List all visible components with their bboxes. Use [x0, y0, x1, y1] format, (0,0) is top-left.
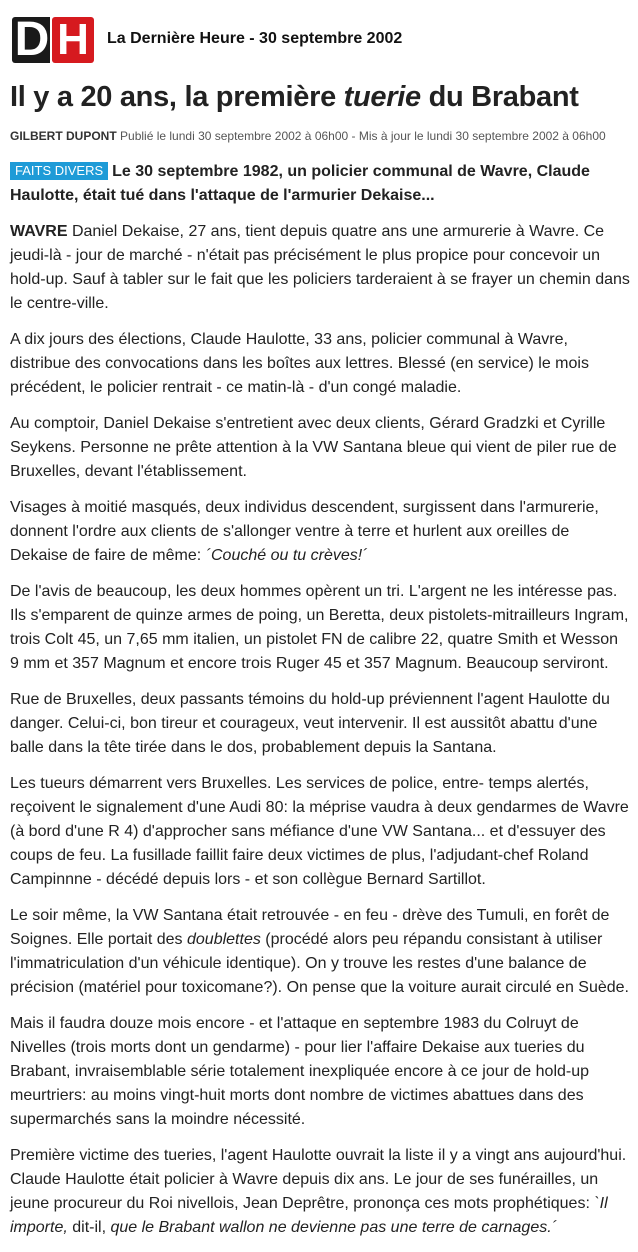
paragraph-10 [10, 1144, 630, 1240]
masthead [10, 15, 94, 65]
paragraph-6: Rue de Bruxelles, deux passants témoins du hold-up préviennent l'agent Haulotte du danger. Celui-ci, bon tireur et courageux, veut intervenir. Il est aussitôt abattu d'une balle dans la tête tirée dans le dos, probablement depuis la Santana. [10, 691, 610, 756]
headline-emphasis: tuerie [343, 81, 421, 113]
dh-logo[interactable] [10, 13, 94, 66]
paragraph-5: De l'avis de beaucoup, les deux hommes opèrent un tri. L'argent ne les intéresse pas. Ils s'emparent de quinze armes de poing, un Beretta, deux pistolets-mitrailleurs Ingram, trois Colt 45, un 7,65 mm italien, un pistolet FN de calibre 22, quatre Smith et Wesson 9 mm et 357 Magnum et encore trois Ruger 45 et 357 Magnum. Beaucoup serviront. [10, 583, 629, 672]
paragraph-3: Au comptoir, Daniel Dekaise s'entretient avec deux clients, Gérard Gradzki et Cyrille Seykens. Personne ne prête attention à la VW Santana bleue qui vient de piler rue de Bruxelles, devant l'établissement. [10, 415, 617, 480]
paragraph-10-quote-1: `Il importe, [10, 1195, 608, 1236]
author-name[interactable]: GILBERT DUPONT [10, 129, 117, 143]
article-body [10, 160, 630, 1252]
paragraph-4 [10, 496, 630, 568]
logo-letter-d: D [12, 17, 50, 63]
headline-part-1: Il y a 20 ans, la première [10, 81, 344, 113]
paragraph-1 [10, 220, 630, 316]
lead-text: Le 30 septembre 1982, un policier communal de Wavre, Claude Haulotte, était tué dans l'attaque de l'armurier Dekaise... [10, 163, 590, 204]
paragraph-4-quote: ´Couché ou tu crèves!´ [205, 547, 368, 564]
article-headline [10, 79, 630, 115]
paragraph-4-text: Visages à moitié masqués, deux individus descendent, surgissent dans l'armurerie, donnent l'ordre aux clients de s'allonger ventre à terre et hurlent aux oreilles de Dekaise de faire de même: [10, 499, 599, 564]
paragraph-1-text: Daniel Dekaise, 27 ans, tient depuis quatre ans une armurerie à Wavre. Ce jeudi-là - jour de marché - n'était pas précisément le plus propice pour concevoir un hold-up. Sauf à tabler sur le fait que les policiers tarderaient à se frayer un chemin dans le centre-ville. [10, 223, 630, 312]
paragraph-2: A dix jours des élections, Claude Haulotte, 33 ans, policier communal à Wavre, distribue des convocations dans les boîtes aux lettres. Blessé (en service) le mois précédent, le policier rentrait - ce matin-là - d'un congé maladie. [10, 331, 589, 396]
paragraph-10-text: Première victime des tueries, l'agent Haulotte ouvrait la liste il y a vingt ans aujourd'hui. Claude Haulotte était policier à Wavre depuis dix ans. Le jour de ses funérailles, un jeune procureur du Roi nivellois, Jean Deprêtre, prononça ces mots prophétiques: [10, 1147, 627, 1212]
headline-part-2: du Brabant [420, 81, 579, 113]
paragraph-7: Les tueurs démarrent vers Bruxelles. Les services de police, entre- temps alertés, reçoivent le signalement d'une Audi 80: la méprise vaudra à deux gendarmes de Wavre (à bord d'une R 4) d'approcher sans méfiance d'une VW Santana... et d'essuyer des coups de feu. La fusillade faillit faire deux victimes de plus, l'adjudant-chef Roland Campinnne - décédé depuis lors - et son collègue Bernard Sartillot. [10, 775, 629, 888]
paragraph-8-emphasis: doublettes [187, 931, 261, 948]
publish-dates: Publié le lundi 30 septembre 2002 à 06h00 - Mis à jour le lundi 30 septembre 2002 à 06h00 [120, 129, 606, 143]
paragraph-8-text-b: (procédé alors peu répandu consistant à utiliser l'immatriculation d'un véhicule identique). On y trouve les restes d'une balance de précision (matériel pour toxicomane?). On pense que la voiture aurait circulé en Suède. [10, 931, 629, 996]
paragraph-10-mid: dit-il, [67, 1219, 111, 1236]
logo-letter-h: H [52, 17, 94, 63]
paragraph-8-text-a: Le soir même, la VW Santana était retrouvée - en feu - drève des Tumuli, en forêt de Soignes. Elle portait des [10, 907, 610, 948]
paragraph-8 [10, 904, 630, 1000]
dateline-city: WAVRE [10, 223, 68, 240]
category-tag[interactable]: FAITS DIVERS [10, 162, 108, 180]
paragraph-10-quote-2: que le Brabant wallon ne devienne pas une terre de carnages.´ [110, 1219, 557, 1236]
byline [10, 129, 606, 143]
article-lead [10, 160, 630, 208]
paragraph-9: Mais il faudra douze mois encore - et l'attaque en septembre 1983 du Colruyt de Nivelles (trois morts dont un gendarme) - pour lier l'affaire Dekaise aux tueries du Brabant, invraisemblable série totalement inexpliquée encore à ce jour de hold-up meurtriers: au moins vingt-huit morts dont nombre de victimes abattues dans des supermarchés sans la moindre nécessité. [10, 1015, 590, 1128]
source-line: La Dernière Heure - 30 septembre 2002 [107, 30, 403, 47]
